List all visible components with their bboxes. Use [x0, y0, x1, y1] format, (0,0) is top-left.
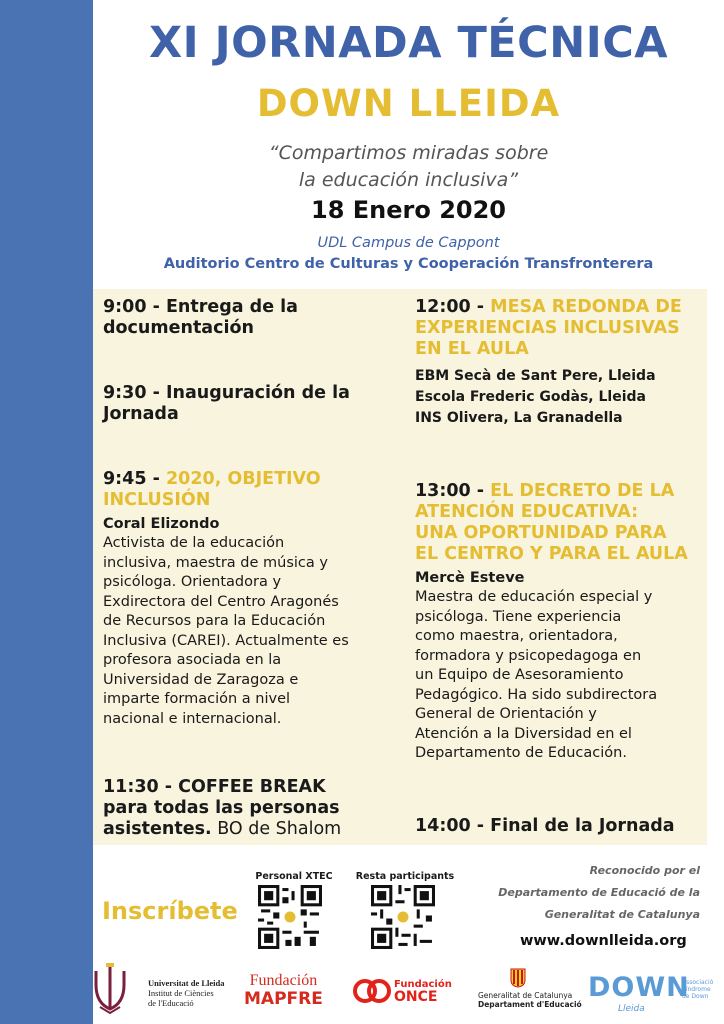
- recognition-line-1: Reconocido por el: [589, 864, 700, 877]
- program-item-1200-title-2: EXPERIENCIAS INCLUSIVAS: [415, 318, 680, 338]
- motto: [93, 140, 724, 194]
- program-item-1300-title-2: ATENCIÓN EDUCATIVA:: [415, 502, 639, 522]
- mapfre-logo: [244, 971, 323, 1009]
- qr-code-resta-participants[interactable]: [371, 885, 435, 949]
- program-item-1200-title-1: MESA REDONDA DE: [490, 297, 682, 317]
- coffee-break-line2: para todas las personas: [103, 798, 340, 818]
- bio-line: Maestra de educación especial y: [415, 589, 653, 605]
- program-item-0930-line2: Jornada: [103, 404, 179, 424]
- venue-campus: UDL Campus de Cappont: [317, 235, 500, 251]
- bio-line: Atención a la Diversidad en el: [415, 725, 632, 742]
- bio-line: General de Orientación y: [415, 706, 597, 722]
- program-item-0945-time: 9:45 -: [103, 469, 166, 489]
- qr2-label: Resta participants: [355, 871, 455, 882]
- bio-line: Pedagógico. Ha sido subdirectora: [415, 686, 658, 703]
- down-lleida-logo: DOWN: [588, 972, 690, 1003]
- program-item-0900-line1: 9:00 - Entrega de la: [103, 297, 298, 317]
- bio-line: un Equipo de Asesoramiento: [415, 667, 624, 683]
- once-rings-icon: [352, 978, 392, 1008]
- program-item-1300-title-1: EL DECRETO DE LA: [490, 481, 675, 501]
- school-item: INS Olivera, La Granadella: [415, 410, 623, 426]
- venue-auditorium: Auditorio Centro de Culturas y Cooperación Transfronterera: [163, 256, 654, 272]
- bio-line: como maestra, orientadora,: [415, 628, 618, 644]
- qr-code-icon: [371, 885, 435, 949]
- program-item-0930: [103, 383, 393, 425]
- program-item-0945: [103, 469, 393, 729]
- bio-line: psicóloga. Tiene experiencia: [415, 608, 622, 625]
- school-list: [415, 366, 705, 429]
- bio-line: Inclusiva (CAREI). Actualmente es: [103, 632, 349, 649]
- recognition-line-2: Departamento de Educació de la: [498, 886, 700, 899]
- bio-line: inclusiva, maestra de música y: [103, 554, 328, 571]
- bio-line: profesora asociada en la: [103, 652, 282, 668]
- mapfre-line-1: Fundación: [249, 972, 318, 989]
- bio-line: Exdirectora del Centro Aragonés: [103, 593, 339, 610]
- gencat-line-1: Generalitat de Catalunya: [478, 991, 573, 1000]
- program-item-0930-line1: 9:30 - Inauguración de la: [103, 383, 350, 403]
- school-item: Escola Frederic Godàs, Lleida: [415, 389, 646, 405]
- program-item-1130: [103, 777, 403, 840]
- down-assoc-line-2: Síndrome: [682, 986, 711, 993]
- qr1-label: Personal XTEC: [255, 871, 333, 882]
- bio-line: Activista de la educación: [103, 535, 285, 551]
- down-assoc-line-1: Associació: [682, 979, 714, 986]
- coffee-break-line1: 11:30 - COFFEE BREAK: [103, 777, 326, 797]
- qr-code-icon: [258, 885, 322, 949]
- title-line-2: DOWN LLEIDA: [256, 82, 561, 125]
- gencat-logo-text: [478, 991, 582, 1009]
- bio-line: de Recursos para la Educación: [103, 613, 326, 629]
- mapfre-line-2: MAPFRE: [244, 989, 323, 1009]
- program-item-1300-title-3: UNA OPORTUNIDAD PARA: [415, 523, 667, 543]
- register-heading: Inscríbete: [102, 897, 238, 925]
- speaker-name: Mercè Esteve: [415, 570, 525, 586]
- udl-name: Universitat de Lleida: [148, 978, 225, 988]
- coffee-break-line3-bold: asistentes.: [103, 819, 212, 839]
- once-line-1: Fundación: [394, 979, 452, 990]
- program-item-1200-time: 12:00 -: [415, 297, 491, 317]
- qr-code-personal-xtec[interactable]: [258, 885, 322, 949]
- bio-line: psicóloga. Orientadora y: [103, 574, 282, 590]
- speaker-bio: [103, 534, 393, 729]
- udl-emblem-icon: [86, 963, 134, 1015]
- recognition-line-3: Generalitat de Catalunya: [544, 908, 700, 921]
- program-item-0900-line2: documentación: [103, 318, 254, 338]
- udl-logo-text: [148, 978, 225, 1008]
- coffee-break-line3-rest: BO de Shalom: [211, 819, 342, 839]
- program-item-1300: [415, 481, 705, 764]
- once-logo-text: [394, 978, 452, 1004]
- speaker-bio: [415, 588, 705, 764]
- school-item: EBM Secà de Sant Pere, Lleida: [415, 368, 656, 384]
- once-line-2: ONCE: [394, 989, 438, 1005]
- program-item-1300-time: 13:00 -: [415, 481, 491, 501]
- bio-line: formadora y psicopedagoga en: [415, 647, 642, 664]
- bio-line: nacional e internacional.: [103, 710, 282, 727]
- gencat-shield-icon: [510, 968, 526, 992]
- bio-line: Departamento de Educación.: [415, 745, 627, 761]
- program-panel: [93, 289, 707, 845]
- bio-line: imparte formación a nivel: [103, 691, 291, 707]
- event-date: 18 Enero 2020: [311, 196, 506, 224]
- program-item-1400: 14:00 - Final de la Jornada: [415, 816, 675, 836]
- program-item-0945-title-2: INCLUSIÓN: [103, 490, 211, 510]
- down-lleida-sub: Lleida: [618, 1004, 645, 1014]
- speaker-name: Coral Elizondo: [103, 516, 220, 532]
- down-assoc-text: [682, 979, 713, 1000]
- udl-institute-1: Institut de Ciències: [148, 988, 214, 998]
- website-link[interactable]: www.downlleida.org: [520, 933, 687, 949]
- program-item-1200-title-3: EN EL AULA: [415, 339, 529, 359]
- gencat-line-2: Departament d'Educació: [478, 1000, 582, 1009]
- left-blue-band: [0, 0, 93, 1024]
- program-item-0945-title-1: 2020, OBJETIVO: [165, 469, 321, 489]
- program-item-0900: [103, 297, 393, 339]
- title-line-1: XI JORNADA TÉCNICA: [148, 18, 669, 68]
- bio-line: Universidad de Zaragoza e: [103, 671, 299, 688]
- program-item-1300-title-4: EL CENTRO Y PARA EL AULA: [415, 544, 688, 564]
- program-item-1200: [415, 297, 705, 429]
- udl-institute-2: de l'Educació: [148, 998, 194, 1008]
- motto-line-2: la educación inclusiva”: [298, 169, 519, 191]
- motto-line-1: “Compartimos miradas sobre: [268, 142, 549, 164]
- down-assoc-line-3: de Down: [682, 993, 709, 1000]
